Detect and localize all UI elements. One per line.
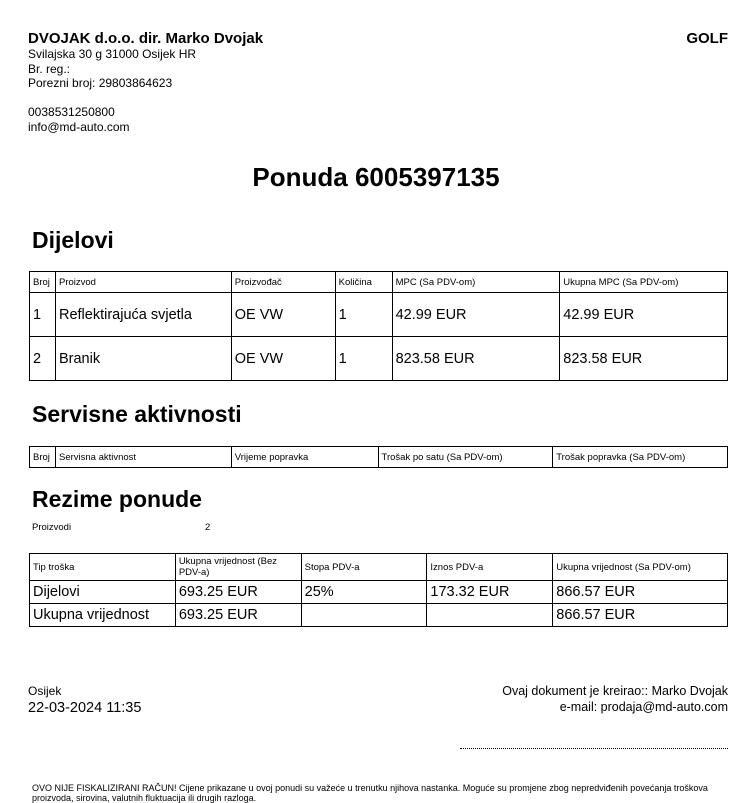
col-header: Trošak popravka (Sa PDV-om) xyxy=(553,447,728,468)
col-header: Vrijeme popravka xyxy=(231,447,378,468)
product-name: Branik xyxy=(55,337,231,381)
summary-table xyxy=(29,553,728,627)
table-row xyxy=(30,337,728,381)
footer-left xyxy=(28,684,141,716)
col-header: MPC (Sa PDV-om) xyxy=(392,272,560,293)
disclaimer: OVO NIJE FISKALIZIRANI RAČUN! Cijene prikazane u ovoj ponudi su važeće u trenutku njihova nastanka. Moguće su promjene zbog nepredviđenih povećanja troškova proizvoda, sirovina, valutnih fluktuacija ili drugih razloga. xyxy=(32,783,708,803)
company-email: info@md-auto.com xyxy=(28,119,130,134)
footer-datetime: 22-03-2024 11:35 xyxy=(28,700,142,716)
footer-city: Osijek xyxy=(28,684,62,698)
total-price: 42.99 EUR xyxy=(560,293,728,337)
parts-table xyxy=(29,271,728,381)
gross-value: 866.57 EUR xyxy=(553,604,728,627)
parts-header-row xyxy=(30,272,728,293)
company-name: DVOJAK d.o.o. dir. Marko Dvojak xyxy=(28,30,264,47)
services-table xyxy=(29,446,728,468)
vat-rate xyxy=(301,604,427,627)
services-heading: Servisne aktivnosti xyxy=(32,401,242,427)
gross-value: 866.57 EUR xyxy=(553,581,728,604)
table-row xyxy=(30,581,728,604)
vat-amount: 173.32 EUR xyxy=(427,581,553,604)
col-header: Broj xyxy=(30,272,56,293)
quantity: 1 xyxy=(335,293,392,337)
vat-rate: 25% xyxy=(301,581,427,604)
unit-price: 42.99 EUR xyxy=(392,293,560,337)
unit-price: 823.58 EUR xyxy=(392,337,560,381)
manufacturer: OE VW xyxy=(231,293,335,337)
table-row xyxy=(30,604,728,627)
cost-type: Ukupna vrijednost xyxy=(30,604,176,627)
col-header: Proizvođač xyxy=(231,272,335,293)
footer-email: e-mail: prodaja@md-auto.com xyxy=(559,700,728,714)
company-address: Svilajska 30 g 31000 Osijek HR xyxy=(28,47,197,61)
services-header-row xyxy=(30,447,728,468)
summary-header-row xyxy=(30,554,728,581)
net-value: 693.25 EUR xyxy=(175,604,301,627)
footer-right xyxy=(502,684,728,714)
products-count: 2 xyxy=(205,522,211,533)
summary-heading: Rezime ponude xyxy=(32,486,202,512)
manufacturer: OE VW xyxy=(231,337,335,381)
total-price: 823.58 EUR xyxy=(560,337,728,381)
cost-type: Dijelovi xyxy=(30,581,176,604)
col-header: Količina xyxy=(335,272,392,293)
col-header: Iznos PDV-a xyxy=(427,554,553,581)
col-header: Stopa PDV-a xyxy=(301,554,427,581)
parts-heading: Dijelovi xyxy=(32,227,114,253)
signature-line xyxy=(460,738,728,749)
row-number: 2 xyxy=(30,337,56,381)
offer-title: Ponuda 6005397135 xyxy=(252,162,500,192)
col-header: Ukupna vrijednost (Bez PDV-a) xyxy=(175,554,301,581)
product-name: Reflektirajuća svjetla xyxy=(55,293,231,337)
company-phone: 0038531250800 xyxy=(28,105,115,119)
company-details xyxy=(28,47,196,134)
quantity: 1 xyxy=(335,337,392,381)
company-reg: Br. reg.: xyxy=(28,61,71,76)
net-value: 693.25 EUR xyxy=(175,581,301,604)
col-header: Proizvod xyxy=(55,272,231,293)
col-header: Ukupna vrijednost (Sa PDV-om) xyxy=(553,554,728,581)
col-header: Broj xyxy=(30,447,56,468)
col-header: Trošak po satu (Sa PDV-om) xyxy=(378,447,553,468)
col-header: Tip troška xyxy=(30,554,176,581)
products-label: Proizvodi xyxy=(32,522,72,533)
company-tax: Porezni broj: 29803864623 xyxy=(28,76,173,90)
col-header: Servisna aktivnost xyxy=(55,447,231,468)
vat-amount xyxy=(427,604,553,627)
created-by: Ovaj dokument je kreirao:: Marko Dvojak xyxy=(502,684,728,698)
vehicle-model: GOLF xyxy=(686,30,728,47)
col-header: Ukupna MPC (Sa PDV-om) xyxy=(560,272,728,293)
row-number: 1 xyxy=(30,293,56,337)
table-row xyxy=(30,293,728,337)
